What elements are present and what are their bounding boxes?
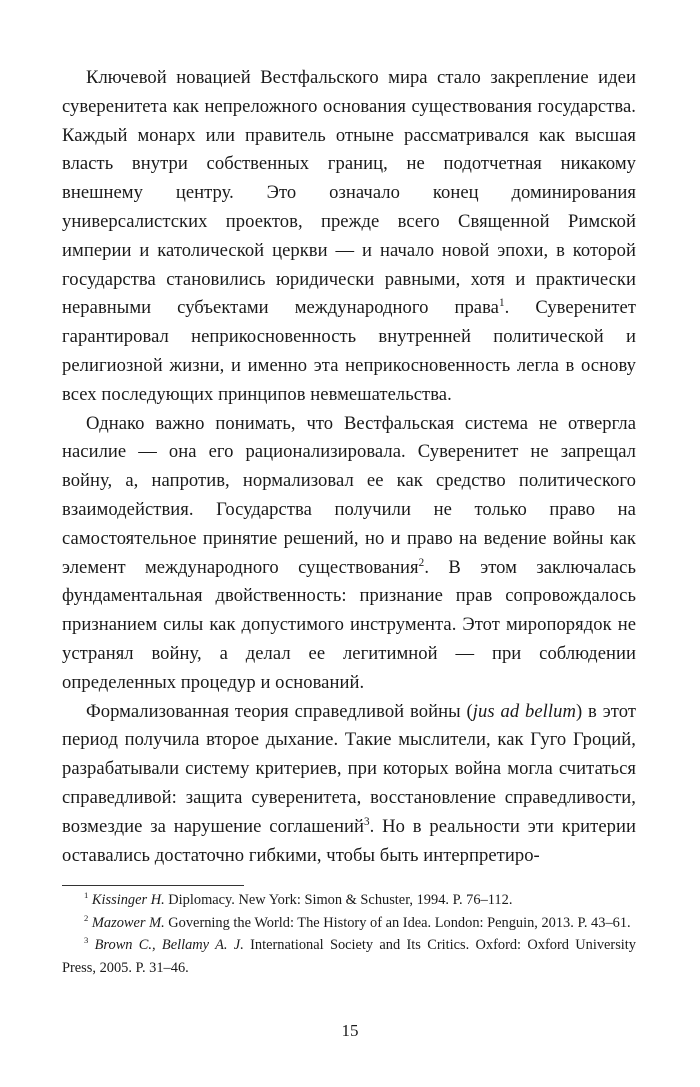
- paragraph-2-text-end: . В этом заключалась фундаментальная двойственность: признание прав сопровождалось признанием силы как допустимого инструмента. Этот миропорядок не устранял войну, а делал ее легитимной — при соблюдении определенных процедур и оснований.: [62, 556, 636, 693]
- footnote-text: International Society and Its Critics. Oxford: Oxford University Press, 2005. P. 31–46.: [62, 937, 636, 976]
- footnote-author: Mazower M.: [91, 914, 165, 931]
- footnote-text: Governing the World: The History of an Idea. London: Penguin, 2013. P. 43–61.: [164, 914, 631, 931]
- footnote-author: Kissinger H.: [91, 892, 165, 908]
- paragraph-3-text-middle: ) в этот период получила второе дыхание. Такие мыслители, как Гуго Гроций, разрабатывали систему критериев, при которых война могла считаться справедливой: защита суверенитета, восстановление справедливости, возмездие за нарушение соглашений: [62, 700, 636, 837]
- paragraph-3: [62, 698, 636, 871]
- footnote-ref-3[interactable]: 3: [363, 815, 370, 828]
- footnote-number: 1: [84, 890, 89, 901]
- paragraph-2-text: Однако важно понимать, что Вестфальская система не отвергла насилие — она его рационализировала. Суверенитет не запрещал войну, а, напротив, нормализовал ее как средство политического взаимодействия. Государства получили не только право на самостоятельное принятие решений, но и право на ведение войны как элемент международного существования: [62, 412, 636, 578]
- footnote-author: Brown C., Bellamy A. J.: [94, 937, 244, 954]
- footnote-ref-1[interactable]: 1: [499, 297, 505, 310]
- body-text: [62, 64, 636, 870]
- footnotes: [62, 889, 636, 979]
- footnote-number: 2: [84, 912, 89, 923]
- paragraph-1-text-end: . Суверенитет гарантировал неприкосновенность внутренней политической и религиозной жизни, и именно эта неприкосновенность легла в основу всех последующих принципов невмешательства.: [62, 297, 637, 405]
- footnote-ref-2[interactable]: 2: [418, 556, 425, 569]
- paragraph-2: [62, 410, 636, 698]
- page-number: 15: [341, 1021, 359, 1040]
- footnote-text: Diplomacy. New York: Simon & Schuster, 1994. P. 76–112.: [164, 892, 513, 908]
- paragraph-3-text: Формализованная теория справедливой войны (: [86, 700, 473, 722]
- footnote-3: [62, 934, 636, 979]
- latin-term: jus ad bellum: [472, 700, 576, 722]
- footnote-divider: [62, 885, 244, 886]
- footnote-1: [62, 889, 636, 912]
- paragraph-1-text: Ключевой новацией Вестфальского мира стало закрепление идеи суверенитета как непреложного основания существования государства. Каждый монарх или правитель отныне рассматривался как высшая власть внутри собственных границ, не подотчетная никакому внешнему центру. Это означало конец доминирования универсалистских проектов, прежде всего Священной Римской империи и католической церкви — и начало новой эпохи, в которой государства становились юридически равными, хотя и практически неравными субъектами международного права: [62, 67, 636, 319]
- footnote-2: [62, 912, 636, 935]
- footnote-number: 3: [84, 935, 89, 946]
- paragraph-3-text-end: . Но в реальности эти критерии оставались достаточно гибкими, чтобы быть интерпретиро-: [62, 815, 636, 866]
- paragraph-1: [62, 64, 636, 410]
